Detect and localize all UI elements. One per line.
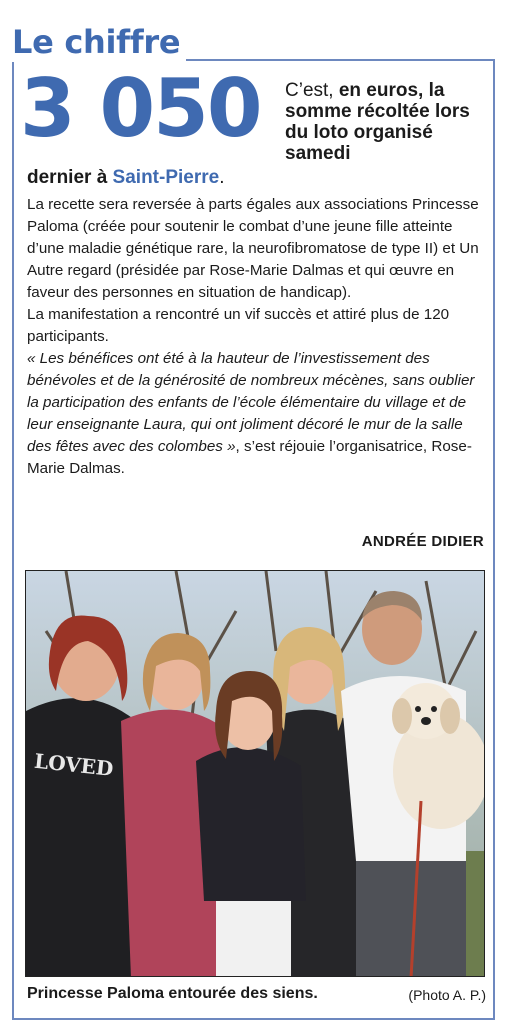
- rubric-title: Le chiffre: [12, 22, 186, 62]
- intro-text: [285, 80, 490, 164]
- big-number: 3 050: [20, 62, 261, 155]
- intro-tail: dernier à: [27, 167, 113, 188]
- intro-continuation: [27, 166, 224, 190]
- intro-highlight: en euros, la somme récoltée lors du loto organisé samedi: [285, 80, 470, 164]
- quote-text: « Les bénéfices ont été à la hauteur de l’investissement des bénévoles et de la générosité de nombreux mécènes, sans oublier la participation des enfants de l’école élémentaire du village et de leur enseignante Laura, qui ont joliment décoré le mur de la salle des fêtes avec des colombes »: [27, 350, 475, 455]
- group-photo: [25, 570, 485, 977]
- intro-lead: C’est,: [285, 80, 339, 101]
- article-body: [27, 194, 489, 480]
- author-signature: ANDRÉE DIDIER: [361, 533, 484, 550]
- photo-credit: (Photo A. P.): [408, 987, 486, 1003]
- photo-illustration: [26, 571, 485, 977]
- intro-end: .: [219, 167, 225, 188]
- quote-attribution: , s’est réjouie l’organisatrice, Rose-Marie Dalmas.: [27, 438, 472, 477]
- photo-caption: Princesse Paloma entourée des siens.: [27, 985, 318, 1002]
- paragraph-2: La manifestation a rencontré un vif succès et attiré plus de 120 participants.: [27, 306, 450, 345]
- quote-paragraph: [27, 348, 489, 480]
- intro-place: Saint-Pierre: [112, 167, 220, 188]
- shirt-print: LOVED: [33, 748, 115, 781]
- paragraph-1: La recette sera reversée à parts égales aux associations Princesse Paloma (créée pour soutenir le combat d’une jeune fille atteinte d’une maladie génétique rare, la neurofibromatose de type II) et Un Autre regard (présidée par Rose-Marie Dalmas et qui œuvre en faveur des personnes en situation de handicap).: [27, 196, 479, 301]
